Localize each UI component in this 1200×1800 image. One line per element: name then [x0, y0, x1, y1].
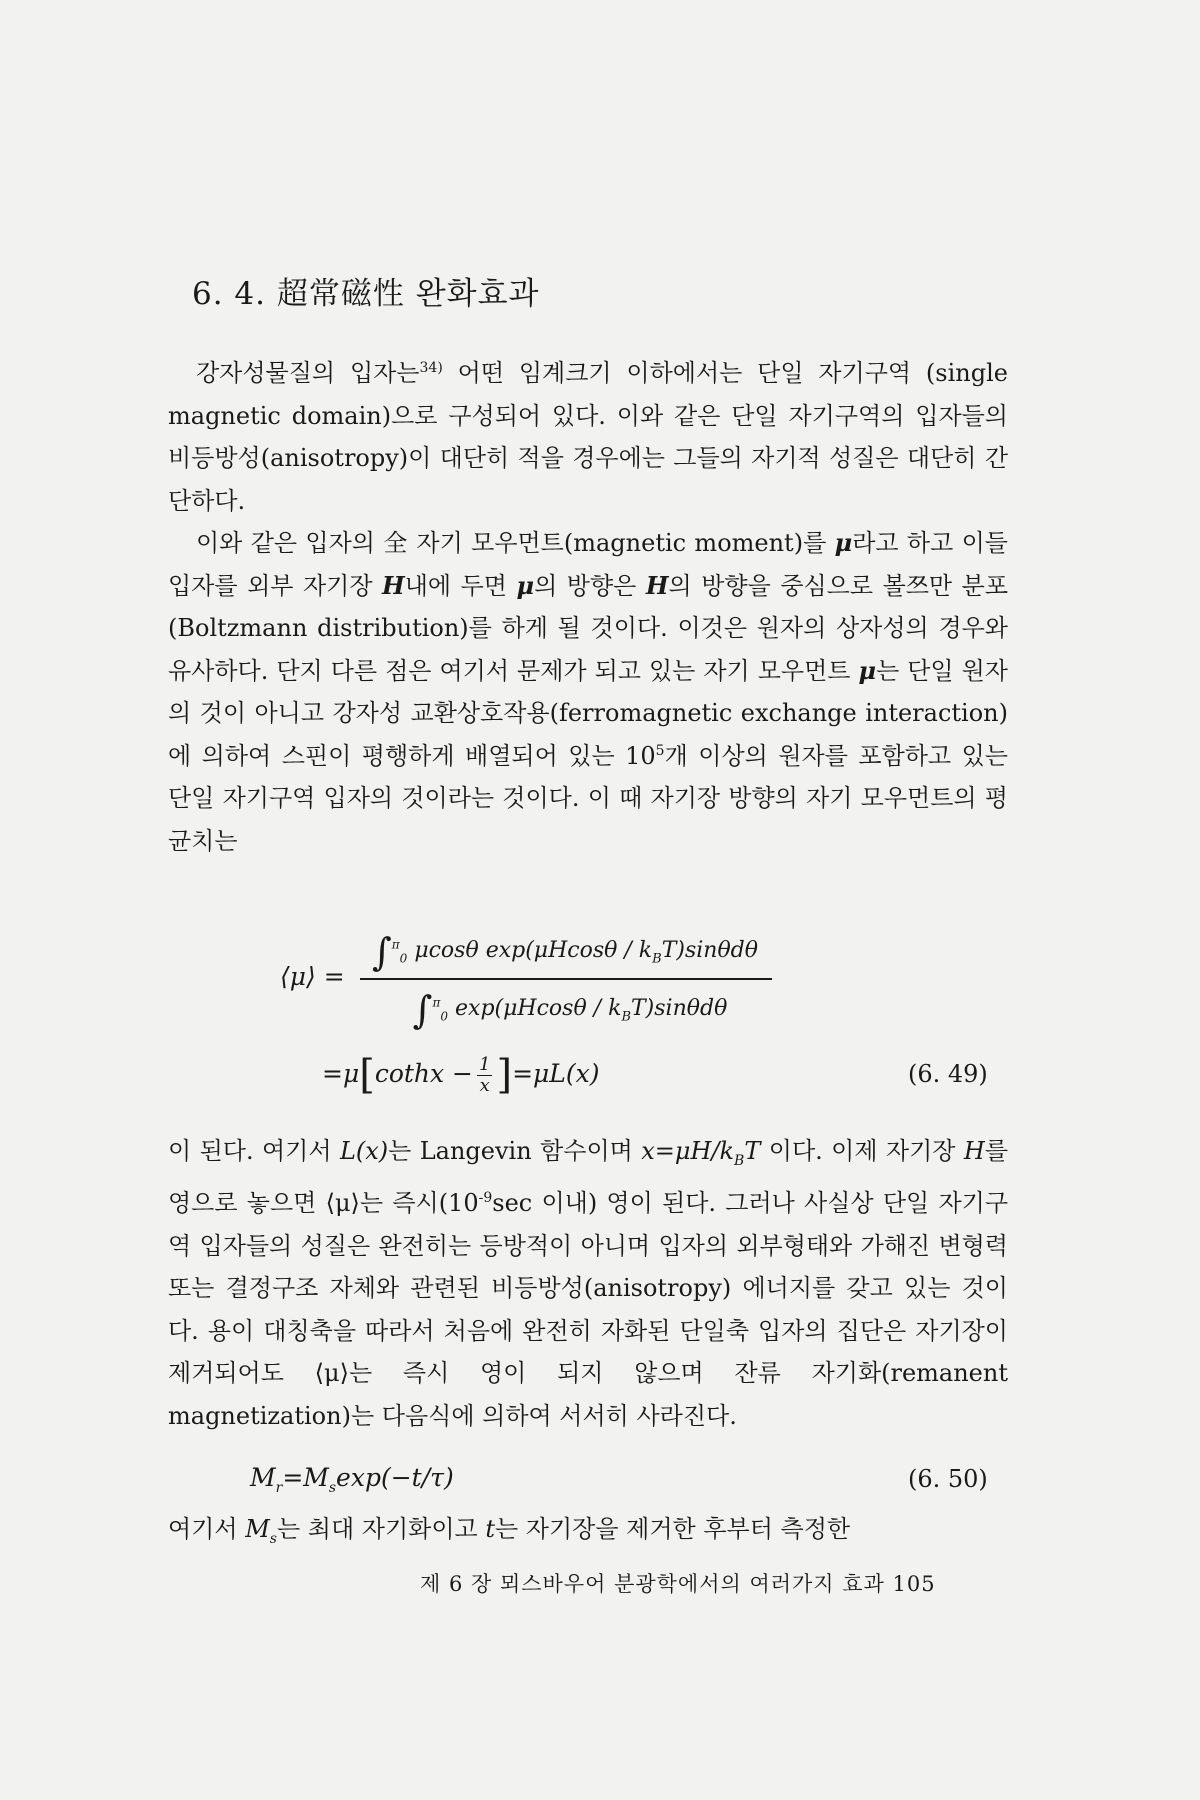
paragraph-1: 강자성물질의 입자는$^{34)}$ 어떤 임계크기 이하에서는 단일 자기구역 (single magnetic domain)으로 구성되어 있다. 이와 같은 단일 자기구역의 입자들의 비등방성(anisotropy)이 대단히 적을 경우에는 그들의 자기적 성질은 대단히 간단하다.: [168, 359, 1008, 515]
fraction-bar: [360, 978, 772, 980]
equation-numerator: ∫$^\pi_0$ μcosθ $\exp(\mu Hcos\theta / k_BT)\sin\theta d\theta$: [371, 930, 759, 974]
equation-line-2: =μ[cothx − $\frac{1}{x} ]=\mu L(x)$: [322, 1052, 600, 1098]
section-title: 6. 4. 超常磁性 완화효과: [192, 276, 540, 312]
page-footer: 제 6 장 뫼스바우어 분광학에서의 여러가지 효과 105: [420, 1572, 936, 1596]
equation-denominator: ∫$^\pi_0$ $\exp(\mu Hcos\theta / k_BT)\sin\theta d\theta$: [412, 988, 728, 1032]
equation-number-6-50: (6. 50): [908, 1465, 988, 1493]
paragraph-2: 이와 같은 입자의 全 자기 모우먼트(magnetic moment)를 μ라고 하고 이들 입자를 외부 자기장 H내에 두면 μ의 방향은 H의 방향을 중심으로 볼쯔만 분포(Boltzmann distribution)를 하게 될 것이다. 이것은 원자의 상자성의 경우와 유사하다. 단지 다른 점은 여기서 문제가 되고 있는 자기 모우먼트 μ는 단일 원자의 것이 아니고 강자성 교환상호작용(ferromagnetic exchange interaction)에 의하여 스핀이 평행하게 배열되어 있는 $10^5$개 이상의 원자를 포함하고 있는 단일 자기구역 입자의 것이라는 것이다. 이 때 자기장 방향의 자기 모우먼트의 평균치는: [168, 528, 1009, 855]
equation-6-50: $M_r=M_s\exp(-t/\tau)$: [250, 1463, 454, 1496]
equation-lhs: ⟨μ⟩ =: [280, 962, 345, 991]
equation-number-6-49: (6. 49): [908, 1060, 988, 1088]
paragraph-3: 이 된다. 여기서 L(x)는 Langevin 함수이며 $x=\mu H/k_BT$ 이다. 이제 자기장 H를 영으로 놓으면 ⟨μ⟩는 즉시($10^{-9}\sec$ 이내) 영이 된다. 그러나 사실상 단일 자기구역 입자들의 성질은 완전히는 등방적이 아니며 입자의 외부형태와 가해진 변형력 또는 결정구조 자체와 관련된 비등방성(anisotropy) 에너지를 갖고 있는 것이다. 용이 대칭축을 따라서 처음에 완전히 자화된 단일축 입자의 집단은 자기장이 제거되어도 ⟨μ⟩는 즉시 영이 되지 않으며 잔류 자기화(remanent magnetization)는 다음식에 의하여 서서히 사라진다.: [168, 1137, 1008, 1430]
paragraph-4: 여기서 $M_s$는 최대 자기화이고 t는 자기장을 제거한 후부터 측정한: [168, 1515, 851, 1547]
reference-superscript: 34): [419, 360, 443, 376]
